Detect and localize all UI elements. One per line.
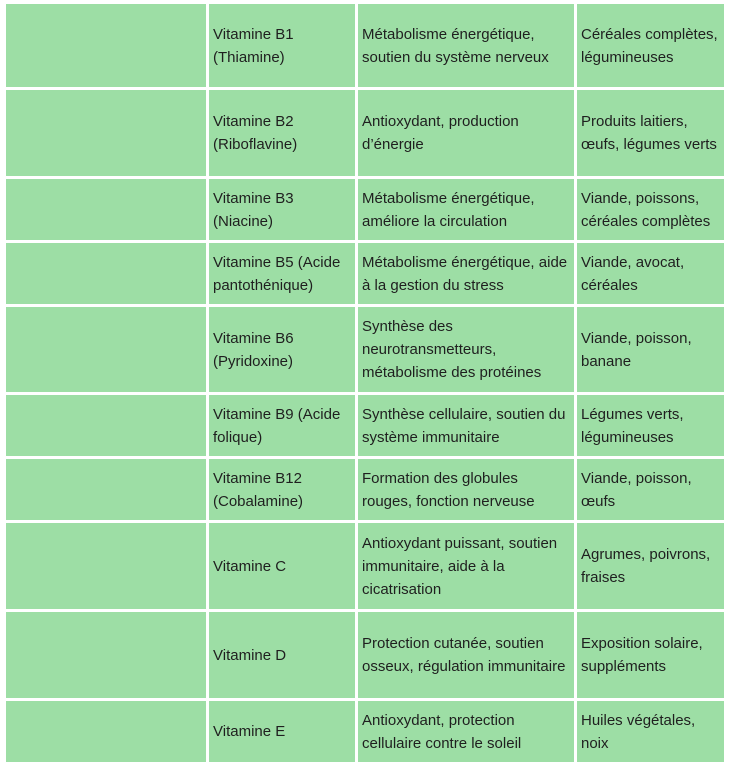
table-row	[6, 395, 724, 456]
vitamin-name-cell: Vitamine B3 (Niacine)	[209, 179, 355, 240]
vitamin-name-cell: Vitamine B2 (Riboflavine)	[209, 90, 355, 176]
role-cell: Antioxydant, protection cellulaire contre le soleil	[358, 701, 574, 762]
vitamin-name-cell: Vitamine B6 (Pyridoxine)	[209, 307, 355, 392]
role-cell: Protection cutanée, soutien osseux, régulation immunitaire	[358, 612, 574, 698]
row-label-cell	[6, 523, 206, 609]
table-row	[6, 307, 724, 392]
role-cell: Métabolisme énergétique, aide à la gestion du stress	[358, 243, 574, 304]
vitamin-name-cell: Vitamine C	[209, 523, 355, 609]
table-row	[6, 243, 724, 304]
row-label-cell	[6, 395, 206, 456]
role-cell: Antioxydant puissant, soutien immunitaire, aide à la cicatrisation	[358, 523, 574, 609]
row-label-cell	[6, 307, 206, 392]
vitamin-name-cell: Vitamine B12 (Cobalamine)	[209, 459, 355, 520]
row-label-cell	[6, 459, 206, 520]
vitamin-name-cell: Vitamine B9 (Acide folique)	[209, 395, 355, 456]
vitamin-name-cell: Vitamine B5 (Acide pantothénique)	[209, 243, 355, 304]
vitamin-name-cell: Vitamine B1 (Thiamine)	[209, 4, 355, 87]
role-cell: Métabolisme énergétique, améliore la circulation	[358, 179, 574, 240]
vitamin-name-cell: Vitamine E	[209, 701, 355, 762]
row-label-cell	[6, 701, 206, 762]
sources-cell: Légumes verts, légumineuses	[577, 395, 724, 456]
row-label-cell	[6, 612, 206, 698]
sources-cell: Viande, poisson, banane	[577, 307, 724, 392]
role-cell: Métabolisme énergétique, soutien du système nerveux	[358, 4, 574, 87]
sources-cell: Produits laitiers, œufs, légumes verts	[577, 90, 724, 176]
table-row	[6, 179, 724, 240]
table-row	[6, 523, 724, 609]
sources-cell: Exposition solaire, suppléments	[577, 612, 724, 698]
sources-cell: Viande, poissons, céréales complètes	[577, 179, 724, 240]
row-label-cell	[6, 243, 206, 304]
sources-cell: Céréales complètes, légumineuses	[577, 4, 724, 87]
vitamin-name-cell: Vitamine D	[209, 612, 355, 698]
table-row	[6, 90, 724, 176]
table-row	[6, 4, 724, 87]
row-label-cell	[6, 90, 206, 176]
role-cell: Formation des globules rouges, fonction nerveuse	[358, 459, 574, 520]
table-row	[6, 612, 724, 698]
row-label-cell	[6, 179, 206, 240]
sources-cell: Agrumes, poivrons, fraises	[577, 523, 724, 609]
role-cell: Synthèse cellulaire, soutien du système immunitaire	[358, 395, 574, 456]
sources-cell: Viande, avocat, céréales	[577, 243, 724, 304]
row-label-cell	[6, 4, 206, 87]
table-row	[6, 459, 724, 520]
sources-cell: Viande, poisson, œufs	[577, 459, 724, 520]
role-cell: Synthèse des neurotransmetteurs, métabolisme des protéines	[358, 307, 574, 392]
table-row	[6, 701, 724, 762]
sources-cell: Huiles végétales, noix	[577, 701, 724, 762]
vitamin-table	[3, 1, 727, 765]
role-cell: Antioxydant, production d’énergie	[358, 90, 574, 176]
